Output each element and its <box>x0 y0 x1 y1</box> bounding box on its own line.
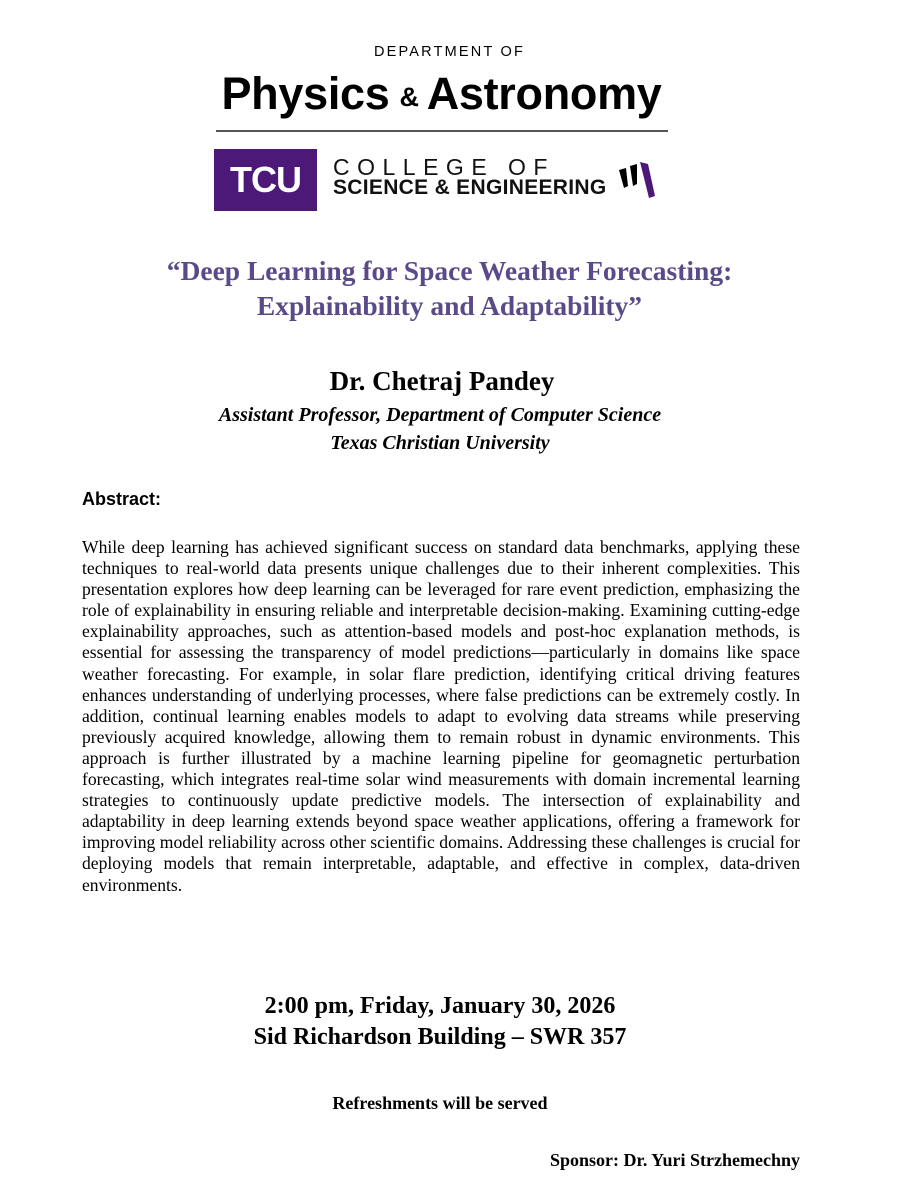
event-details <box>0 991 880 1053</box>
department-prefix: DEPARTMENT OF <box>373 44 526 60</box>
department-word-astronomy: Astronomy <box>426 68 662 119</box>
department-ampersand: & <box>399 82 419 112</box>
abstract-label: Abstract: <box>82 489 162 509</box>
tcu-logo-text: TCU <box>230 159 301 200</box>
talk-title <box>0 253 899 323</box>
speaker-position: Assistant Professor, Department of Computer Science <box>218 404 662 426</box>
header-divider <box>216 130 668 132</box>
college-mark-icon <box>619 162 663 198</box>
college-name-line2: SCIENCE & ENGINEERING <box>333 176 607 199</box>
speaker-affiliation <box>0 401 880 457</box>
college-name-line1: COLLEGE OF <box>333 154 555 180</box>
department-word-physics: Physics <box>221 68 390 119</box>
sponsor-note: Sponsor: Dr. Yuri Strzhemechny <box>549 1150 800 1170</box>
speaker-institution: Texas Christian University <box>330 432 550 454</box>
tcu-logo <box>214 149 317 211</box>
talk-title-line1: “Deep Learning for Space Weather Forecasting: <box>166 255 733 286</box>
abstract-text: While deep learning has achieved significant success on standard data benchmarks, applying these techniques to real-world data presents unique challenges due to their inherent complexities. This presentation explores how deep learning can be leveraged for rare event prediction, emphasizing the role of explainability in ensuring reliable and interpretable decision-making. Examining cutting-edge explainability approaches, such as attention-based models and post-hoc explanation methods, is essential for assessing the transparency of model predictions—particularly in domains like space weather forecasting. For example, in solar flare prediction, identifying critical driving features enhances understanding of underlying processes, where false predictions can be extremely costly. In addition, continual learning enables models to adapt to evolving data streams while preserving previously acquired knowledge, allowing them to remain robust in dynamic environments. This approach is further illustrated by a machine learning pipeline for geomagnetic perturbation forecasting, which integrates real-time solar wind measurements with domain incremental learning strategies to continuously update predictive models. The intersection of explainability and adaptability in deep learning extends beyond space weather applications, offering a framework for improving model reliability across other scientific domains. Addressing these challenges is crucial for deploying models that remain interpretable, adaptable, and effective in complex, data-driven environments. <box>82 537 800 895</box>
department-name <box>0 68 883 123</box>
refreshments-note: Refreshments will be served <box>332 1093 548 1113</box>
event-location: Sid Richardson Building – SWR 357 <box>253 1024 627 1050</box>
speaker-name: Dr. Chetraj Pandey <box>329 366 555 396</box>
talk-title-line2: Explainability and Adaptability” <box>256 290 643 321</box>
event-datetime: 2:00 pm, Friday, January 30, 2026 <box>264 993 616 1019</box>
